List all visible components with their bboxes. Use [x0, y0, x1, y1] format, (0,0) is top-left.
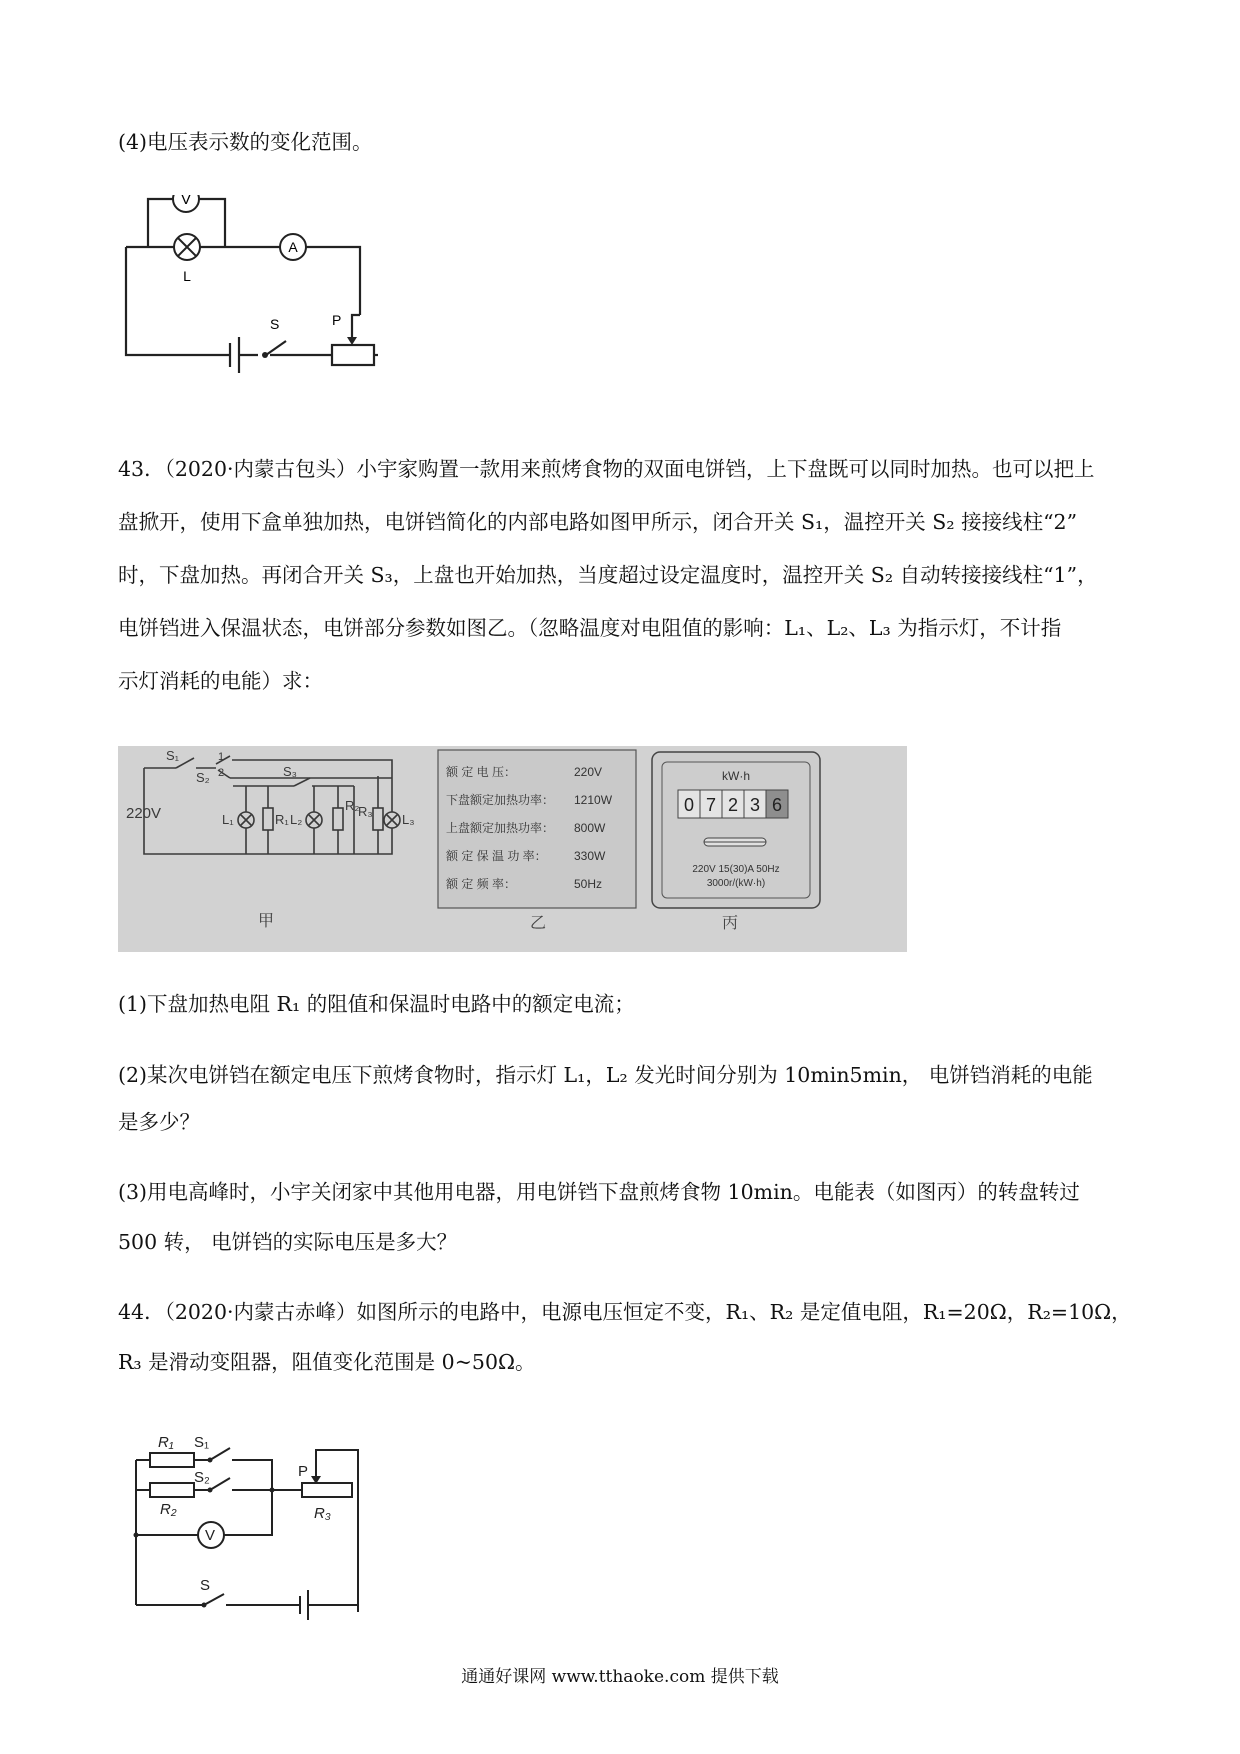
jia-s1: S₁ [166, 748, 180, 763]
jia-voltage: 220V [126, 805, 162, 822]
q43-part3-line-1: (3)用电高峰时，小宇关闭家中其他用电器，用电饼铛下盘煎烤食物 10min。电能表（如图丙）的转盘转过 [118, 1180, 1080, 1204]
page-footer: 通通好课网 www.tthaoke.com 提供下载 [461, 1667, 779, 1687]
bing-digit-2: 7 [705, 795, 717, 815]
yi-row-3-value: 800W [574, 821, 606, 835]
fig44-r3: R₃ [314, 1505, 331, 1522]
jia-s3: S₃ [283, 764, 297, 779]
bing-spec-1: 220V 15(30)A 50Hz [692, 864, 780, 875]
q43-line-4: 电饼铛进入保温状态，电饼部分参数如图乙。（忽略温度对电阻值的影响：L₁、L₂、L₃ 为指示灯，不计指 [118, 616, 1062, 640]
lamp-icon [174, 234, 200, 260]
q43-line-2: 盘掀开，使用下盒单独加热，电饼铛简化的内部电路如图甲所示，闭合开关 S₁，温控开关 S₂ 接接线柱“2” [118, 510, 1078, 534]
circuit-figure-44 [120, 1430, 410, 1630]
fig44-r2: R₂ [160, 1501, 177, 1518]
jia-s2: S₂ [196, 770, 210, 785]
figure-43-photo [118, 746, 907, 952]
electric-meter-bing [652, 752, 820, 932]
jia-l1: L₁ [222, 812, 234, 827]
yi-row-4-value: 330W [574, 849, 606, 863]
yi-caption: 乙 [530, 915, 547, 932]
bing-digit-3: 2 [727, 795, 739, 815]
q44-line-1: 44．（2020·内蒙古赤峰）如图所示的电路中，电源电压恒定不变，R₁、R₂ 是定值电阻，R₁=20Ω，R₂=10Ω， [118, 1300, 1132, 1324]
q43-line-1: 43．（2020·内蒙古包头）小宇家购置一款用来煎烤食物的双面电饼铛，上下盘既可以同时加热。也可以把上 [118, 457, 1095, 481]
yi-row-1-label: 额 定 电 压： [446, 765, 517, 779]
jia-r2: R₂ [345, 798, 360, 813]
jia-l3: L₃ [402, 812, 415, 827]
yi-row-4-label: 额 定 保 温 功 率： [446, 849, 547, 863]
fig42-ammeter-label: A [288, 239, 298, 255]
bing-unit: kW·h [722, 769, 750, 783]
jia-r3: R₃ [358, 804, 373, 819]
fig44-s1: S₁ [194, 1434, 210, 1451]
bing-digit-4: 3 [749, 795, 761, 815]
fig44-r1: R₁ [158, 1434, 174, 1451]
jia-caption: 甲 [258, 913, 275, 930]
bing-caption: 丙 [722, 915, 739, 932]
bing-digit-5: 6 [771, 795, 783, 815]
fig42-lamp-label: L [183, 268, 191, 284]
q42-part4: (4)电压表示数的变化范围。 [118, 130, 373, 154]
yi-row-5-value: 50Hz [574, 877, 603, 891]
q43-part2-line-2: 是多少？ [118, 1110, 200, 1134]
fig44-s2: S₂ [194, 1469, 210, 1486]
fig44-s: S [200, 1577, 211, 1594]
yi-row-3-label: 上盘额定加热功率： [446, 821, 555, 835]
circuit-figure-42 [120, 195, 420, 405]
q43-part1: (1)下盘加热电阻 R₁ 的阻值和保温时电路中的额定电流； [118, 992, 635, 1016]
q43-part2-line-1: (2)某次电饼铛在额定电压下煎烤食物时，指示灯 L₁，L₂ 发光时间分别为 10min5min， 电饼铛消耗的电能 [118, 1063, 1093, 1087]
yi-row-2-label: 下盘额定加热功率： [446, 793, 555, 807]
spec-table-yi [438, 750, 636, 932]
jia-t2: 2 [218, 767, 225, 779]
fig44-p: P [298, 1463, 309, 1480]
fig42-voltmeter-label: V [180, 195, 192, 208]
fig44-v: V [205, 1527, 216, 1544]
yi-row-2-value: 1210W [574, 793, 613, 807]
bing-digit-1: 0 [683, 795, 695, 815]
jia-r1: R₁ [275, 812, 289, 827]
q43-part3-line-2: 500 转， 电饼铛的实际电压是多大？ [118, 1230, 458, 1254]
yi-row-5-label: 额 定 频 率： [446, 877, 517, 891]
bing-spec-2: 3000r/(kW·h) [706, 878, 766, 889]
q43-line-3: 时，下盘加热。再闭合开关 S₃，上盘也开始加热，当度超过设定温度时，温控开关 S₂ 自动转接接线柱“1”， [118, 563, 1098, 587]
jia-t1: 1 [218, 751, 225, 763]
yi-row-1-value: 220V [574, 765, 603, 779]
fig42-slider-label: P [332, 312, 342, 328]
q44-line-2: R₃ 是滑动变阻器，阻值变化范围是 0~50Ω。 [118, 1350, 536, 1374]
q43-line-5: 示灯消耗的电能）求： [118, 669, 323, 693]
fig42-switch-label: S [270, 316, 280, 332]
jia-l2: L₂ [290, 812, 303, 827]
